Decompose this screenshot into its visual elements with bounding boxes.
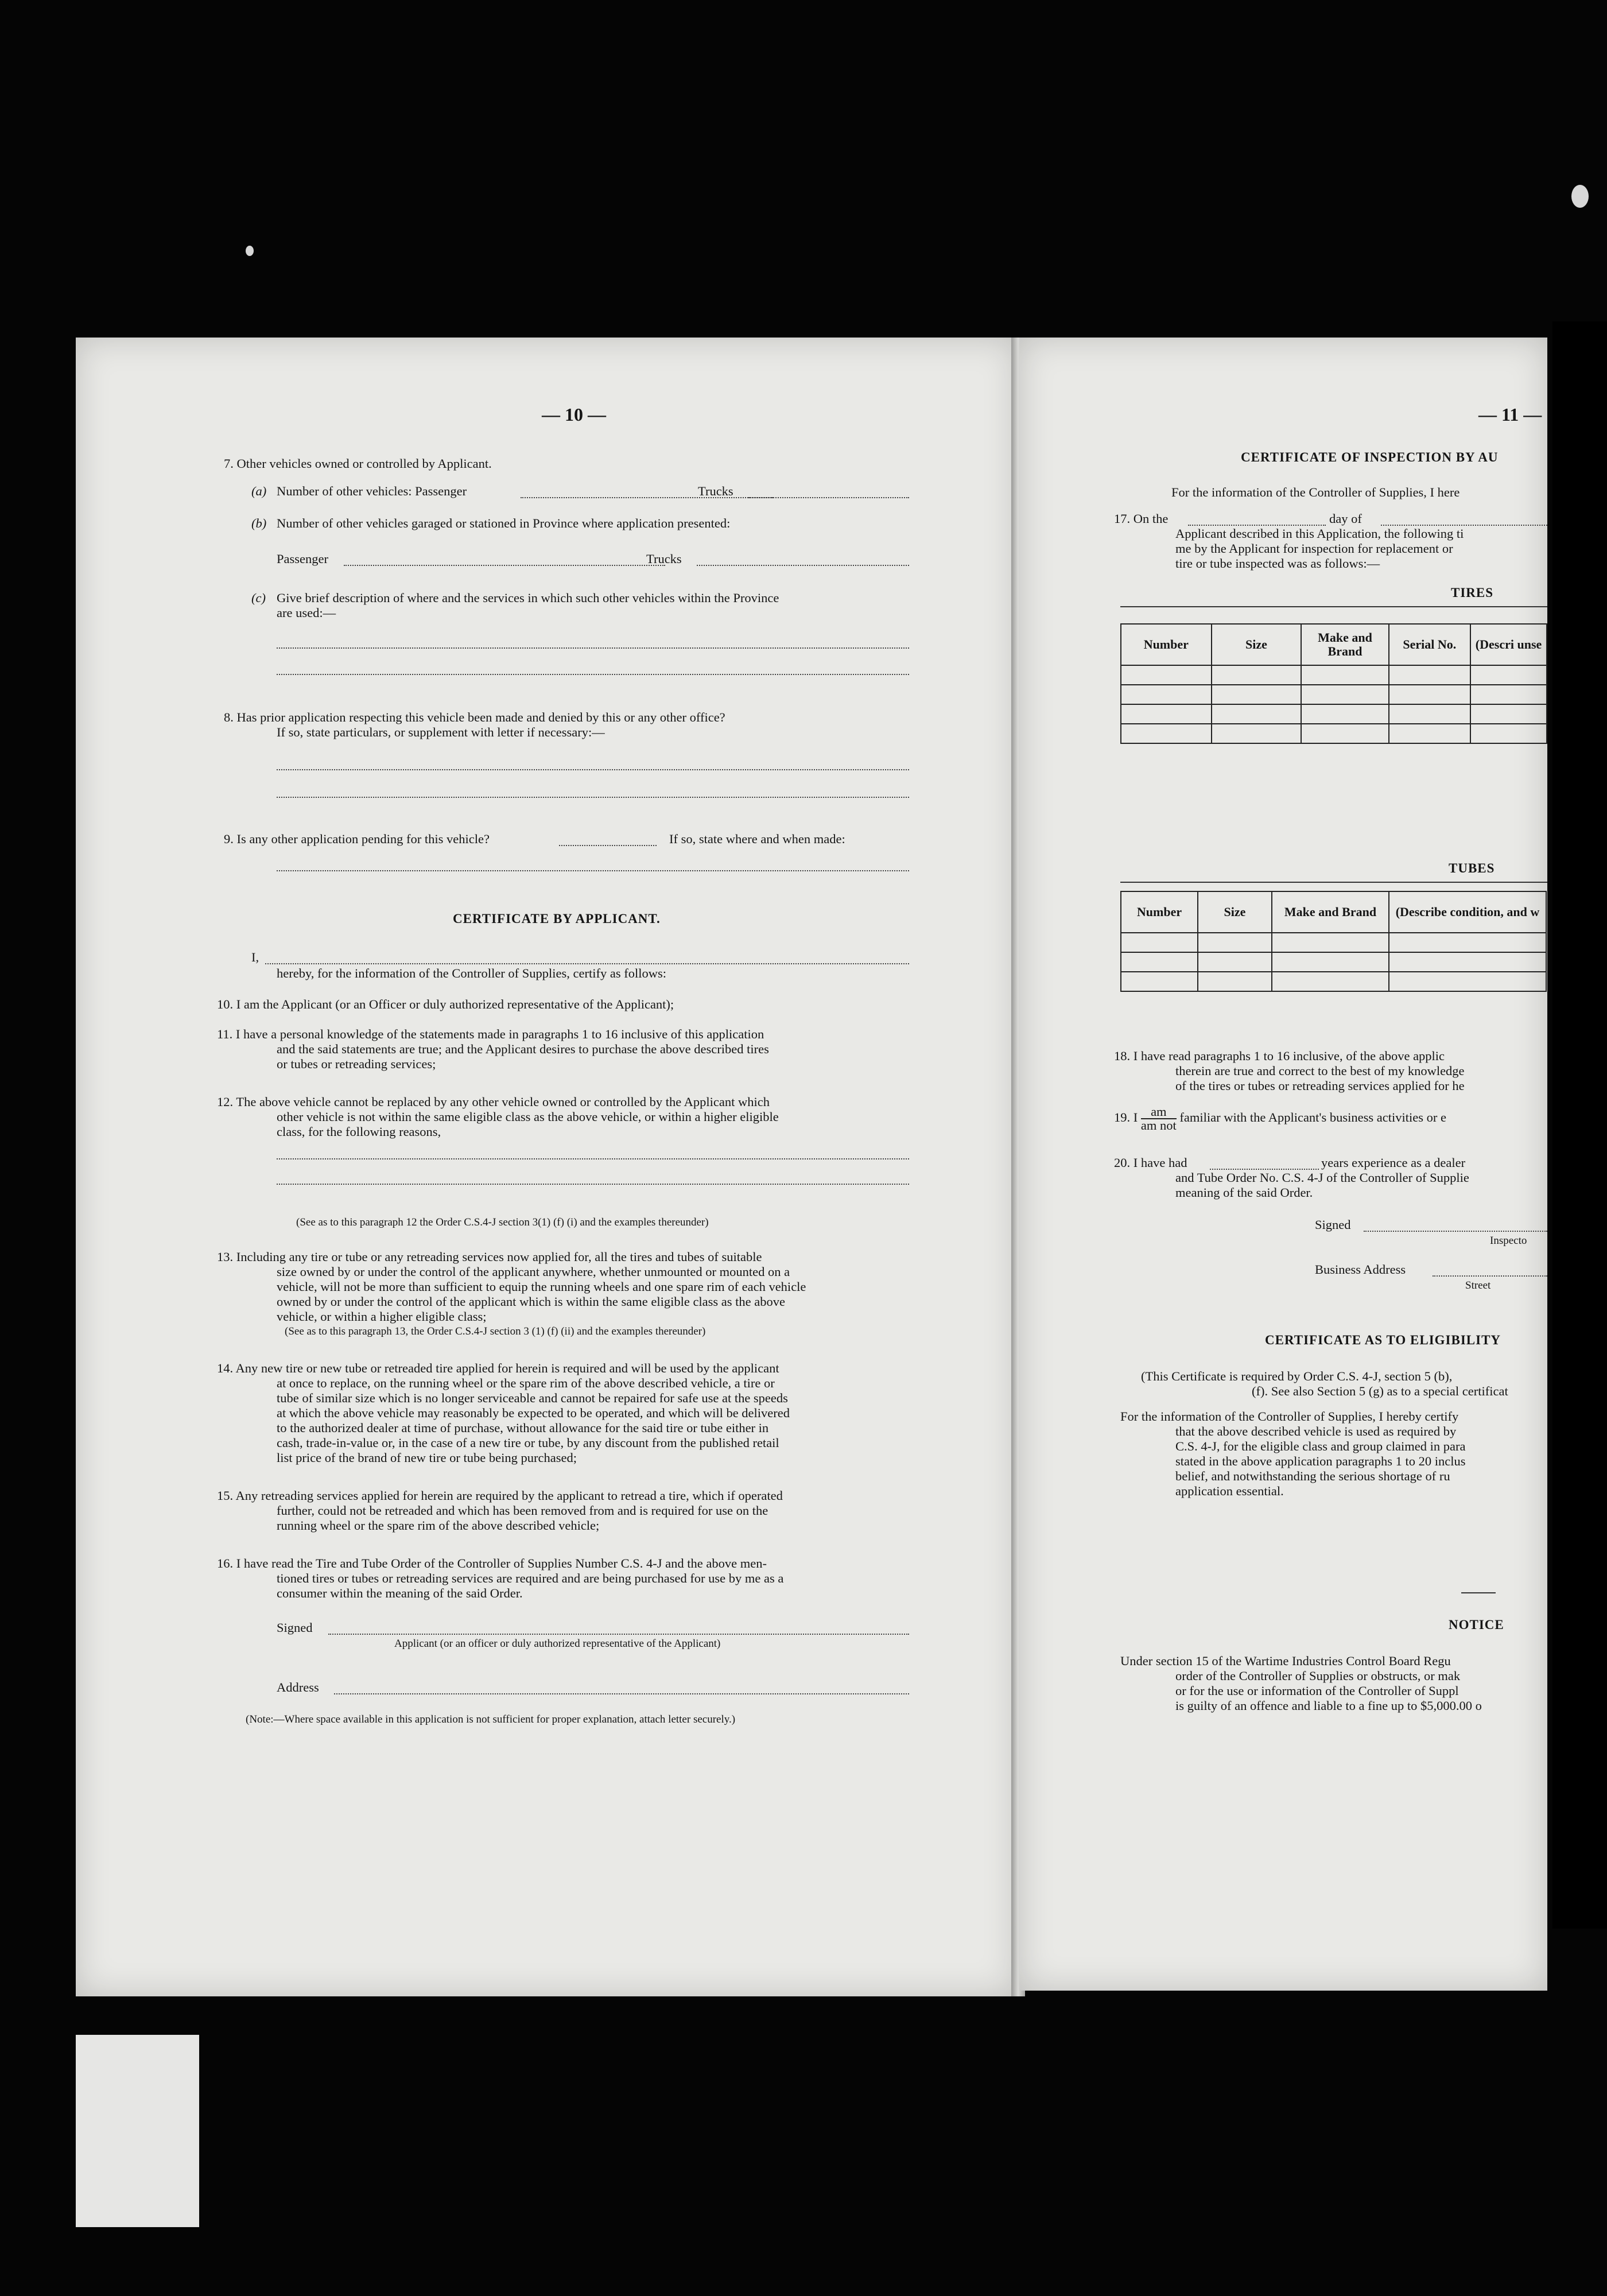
question-11: 11. I have a personal knowledge of the statements made in paragraphs 1 to 16 inclusive of this application — [217, 1027, 764, 1041]
scan-border — [1552, 321, 1607, 1929]
question-14: list price of the brand of new tire or tube being purchased; — [277, 1450, 577, 1465]
col-serial: Serial No. — [1389, 624, 1470, 665]
certificate-title: CERTIFICATE BY APPLICANT. — [453, 912, 661, 926]
table-row[interactable] — [1121, 933, 1546, 952]
col-make-brand: Make and Brand — [1301, 624, 1388, 665]
signed-label: Signed — [277, 1620, 313, 1635]
street-caption: Street — [1465, 1279, 1491, 1292]
question-11: and the said statements are true; and the Applicant desires to purchase the above described tires — [277, 1042, 769, 1056]
col-number: Number — [1121, 624, 1212, 665]
eligibility-note: (This Certificate is required by Order C.S. 4-J, section 5 (b), — [1141, 1369, 1453, 1383]
question-13: 13. Including any tire or tube or any retreading services now applied for, all the tires and tubes of suitable — [217, 1250, 762, 1264]
col-number: Number — [1121, 891, 1198, 933]
table-row[interactable] — [1121, 685, 1547, 704]
question-11: or tubes or retreading services; — [277, 1057, 436, 1071]
notice-body: or for the use or information of the Controller of Suppl — [1175, 1684, 1459, 1698]
question-16: tioned tires or tubes or retreading services are required and are being purchased for use by me as a — [277, 1571, 784, 1585]
question-7c-label: (c) — [251, 591, 266, 605]
question-18: 18. I have read paragraphs 1 to 16 inclusive, of the above applic — [1114, 1049, 1445, 1063]
notice-body: is guilty of an offence and liable to a fine up to $5,000.00 o — [1175, 1698, 1482, 1713]
certificate-title: CERTIFICATE OF INSPECTION BY AU — [1241, 450, 1499, 464]
question-12: 12. The above vehicle cannot be replaced by any other vehicle owned or controlled by the Applicant which — [217, 1095, 770, 1109]
notice-rule — [1461, 1592, 1496, 1593]
page-number: — 10 — — [542, 404, 606, 425]
question-7a-label: (a) — [251, 484, 267, 498]
eligibility-body: belief, and notwithstanding the serious shortage of ru — [1175, 1469, 1450, 1483]
table-row[interactable] — [1121, 952, 1546, 972]
col-make-brand: Make and Brand — [1272, 891, 1389, 933]
question-20: years experience as a dealer — [1321, 1155, 1466, 1170]
question-7: 7. Other vehicles owned or controlled by Applicant. — [224, 456, 492, 471]
trucks-label: Trucks — [646, 552, 682, 566]
question-13: owned by or under the control of the applicant which is within the same eligible class as the above — [277, 1294, 786, 1309]
question-8: If so, state particulars, or supplement with letter if necessary:— — [277, 725, 605, 739]
eligibility-body: that the above described vehicle is used as required by — [1175, 1424, 1457, 1438]
cert-i: I, — [251, 950, 259, 964]
question-13: size owned by or under the control of the applicant anywhere, whether unmounted or mounted on a — [277, 1265, 790, 1279]
business-address-field[interactable] — [1433, 1275, 1547, 1277]
question-20: 20. I have had — [1114, 1155, 1187, 1170]
scan-speck — [246, 246, 254, 256]
question-13: vehicle, or within a higher eligible class; — [277, 1309, 487, 1324]
tires-title: TIRES — [1451, 585, 1494, 600]
eligibility-body: application essential. — [1175, 1484, 1284, 1498]
col-description: (Describe condition, and w — [1389, 891, 1546, 933]
question-16: consumer within the meaning of the said Order. — [277, 1586, 523, 1600]
question-12-note: (See as to this paragraph 12 the Order C.S.4-J section 3(1) (f) (i) and the examples thereunder) — [296, 1216, 709, 1228]
particulars-line[interactable] — [277, 797, 909, 798]
question-10: 10. I am the Applicant (or an Officer or duly authorized representative of the Applicant); — [217, 997, 674, 1011]
question-16: 16. I have read the Tire and Tube Order of the Controller of Supplies Number C.S. 4-J and the above men- — [217, 1556, 767, 1570]
question-9-tail: If so, state where and when made: — [669, 832, 845, 846]
question-7b-text: Number of other vehicles garaged or stationed in Province where application presented: — [277, 516, 731, 530]
reasons-line[interactable] — [277, 1158, 909, 1159]
footnote: (Note:—Where space available in this application is not sufficient for proper explanation, attach letter securely.) — [246, 1713, 736, 1725]
particulars-line[interactable] — [277, 769, 909, 770]
col-size: Size — [1198, 891, 1272, 933]
question-17: Applicant described in this Application, the following ti — [1175, 526, 1464, 541]
question-8: 8. Has prior application respecting this vehicle been made and denied by this or any other office? — [224, 710, 725, 724]
question-19-tail: familiar with the Applicant's business activities or e — [1179, 1110, 1446, 1125]
inspector-caption: Inspecto — [1490, 1235, 1527, 1247]
passenger-label: Passenger — [277, 552, 328, 566]
question-18: of the tires or tubes or retreading services applied for he — [1175, 1079, 1465, 1093]
eligibility-body: C.S. 4-J, for the eligible class and group claimed in para — [1175, 1439, 1466, 1453]
question-15: 15. Any retreading services applied for herein are required by the applicant to retread a tire, which if operated — [217, 1488, 783, 1503]
page-number: — 11 — — [1478, 404, 1542, 425]
right-page — [1019, 338, 1547, 1991]
question-18: therein are true and correct to the best of my knowledge — [1175, 1064, 1465, 1078]
question-19-prefix: 19. I — [1114, 1110, 1138, 1125]
address-label: Address — [277, 1680, 319, 1694]
question-15: further, could not be retreaded and which has been removed from and is required for use on the — [277, 1503, 768, 1518]
question-12: other vehicle is not within the same eligible class as the above vehicle, or within a higher eligible — [277, 1110, 779, 1124]
notice-body: order of the Controller of Supplies or obstructs, or mak — [1175, 1669, 1461, 1683]
cert-hereby: hereby, for the information of the Controller of Supplies, certify as follows: — [277, 966, 666, 980]
address-field[interactable] — [334, 1693, 909, 1694]
signed-caption: Applicant (or an officer or duly authorized representative of the Applicant) — [394, 1638, 721, 1650]
question-19 — [1114, 1106, 1446, 1132]
am-option: am — [1141, 1106, 1177, 1119]
question-14: at which the above vehicle may reasonably be expected to be operated, and which will be delivered — [277, 1406, 790, 1420]
eligibility-body: stated in the above application paragraphs 1 to 20 inclus — [1175, 1454, 1466, 1468]
table-row[interactable] — [1121, 704, 1547, 724]
question-7c-text: are used:— — [277, 606, 336, 620]
trucks-label: Trucks — [698, 484, 733, 498]
question-14: tube of similar size which is no longer serviceable and cannot be repaired for safe use at the speeds — [277, 1391, 788, 1405]
question-14: 14. Any new tire or new tube or retreaded tire applied for herein is required and will be used by the applicant — [217, 1361, 779, 1375]
tubes-table — [1120, 891, 1547, 992]
question-14: to the authorized dealer at time of purchase, without allowance for the said tire or tube either in — [277, 1421, 769, 1435]
passenger-field[interactable] — [521, 497, 773, 498]
day-of-label: day of — [1329, 511, 1362, 526]
am-choice[interactable] — [1141, 1106, 1177, 1132]
trucks-field[interactable] — [748, 497, 909, 498]
question-17: me by the Applicant for inspection for replacement or — [1175, 541, 1453, 556]
passenger-field[interactable] — [344, 565, 665, 566]
question-9: 9. Is any other application pending for this vehicle? — [224, 832, 490, 846]
tires-rule — [1120, 606, 1547, 607]
table-row[interactable] — [1121, 724, 1547, 743]
question-7a-text: Number of other vehicles: Passenger — [277, 484, 467, 498]
col-description: (Descri unse — [1470, 624, 1547, 665]
question-15: running wheel or the spare rim of the above described vehicle; — [277, 1518, 600, 1533]
description-line[interactable] — [277, 674, 909, 675]
signature-field[interactable] — [328, 1634, 909, 1635]
reasons-line[interactable] — [277, 1184, 909, 1185]
question-14: cash, trade-in-value or, in the case of a new tire or tube, by any discount from the published retail — [277, 1436, 779, 1450]
eligibility-note: (f). See also Section 5 (g) as to a special certificat — [1252, 1384, 1508, 1398]
tubes-rule — [1120, 882, 1547, 883]
question-17: tire or tube inspected was as follows:— — [1175, 556, 1380, 571]
question-14: at once to replace, on the running wheel or the spare rim of the above described vehicle, a tire or — [277, 1376, 775, 1390]
description-line[interactable] — [277, 647, 909, 649]
notice-title: NOTICE — [1449, 1618, 1504, 1632]
paper-tab — [76, 2035, 199, 2227]
col-size: Size — [1212, 624, 1302, 665]
question-12: class, for the following reasons, — [277, 1124, 441, 1139]
question-13: vehicle, will not be more than sufficient to equip the running wheels and one spare rim of each vehicle — [277, 1279, 806, 1294]
table-row[interactable] — [1121, 972, 1546, 991]
tires-table — [1120, 623, 1547, 744]
table-row[interactable] — [1121, 665, 1547, 685]
question-7c-text: Give brief description of where and the services in which such other vehicles within the Province — [277, 591, 779, 605]
tubes-title: TUBES — [1449, 861, 1495, 875]
question-13-note: (See as to this paragraph 13, the Order C.S.4-J section 3 (1) (f) (ii) and the examples thereunder) — [285, 1325, 706, 1337]
signature-field[interactable] — [1364, 1231, 1547, 1232]
eligibility-body: For the information of the Controller of Supplies, I hereby certify — [1120, 1409, 1459, 1424]
notice-body: Under section 15 of the Wartime Industries Control Board Regu — [1120, 1654, 1451, 1668]
pending-field[interactable] — [559, 845, 657, 846]
signed-label: Signed — [1315, 1217, 1351, 1232]
pending-details-line[interactable] — [277, 870, 909, 871]
left-page — [76, 338, 1017, 1996]
trucks-field[interactable] — [697, 565, 909, 566]
inspection-intro: For the information of the Controller of Supplies, I here — [1171, 485, 1460, 499]
question-20: and Tube Order No. C.S. 4-J of the Controller of Supplie — [1175, 1170, 1469, 1185]
question-17: 17. On the — [1114, 511, 1169, 526]
eligibility-title: CERTIFICATE AS TO ELIGIBILITY — [1265, 1333, 1501, 1347]
scan-speck — [1571, 185, 1589, 208]
question-7b-label: (b) — [251, 516, 267, 530]
name-field[interactable] — [265, 963, 909, 964]
business-address-label: Business Address — [1315, 1262, 1406, 1277]
am-not-option: am not — [1140, 1118, 1177, 1133]
question-20: meaning of the said Order. — [1175, 1185, 1313, 1200]
